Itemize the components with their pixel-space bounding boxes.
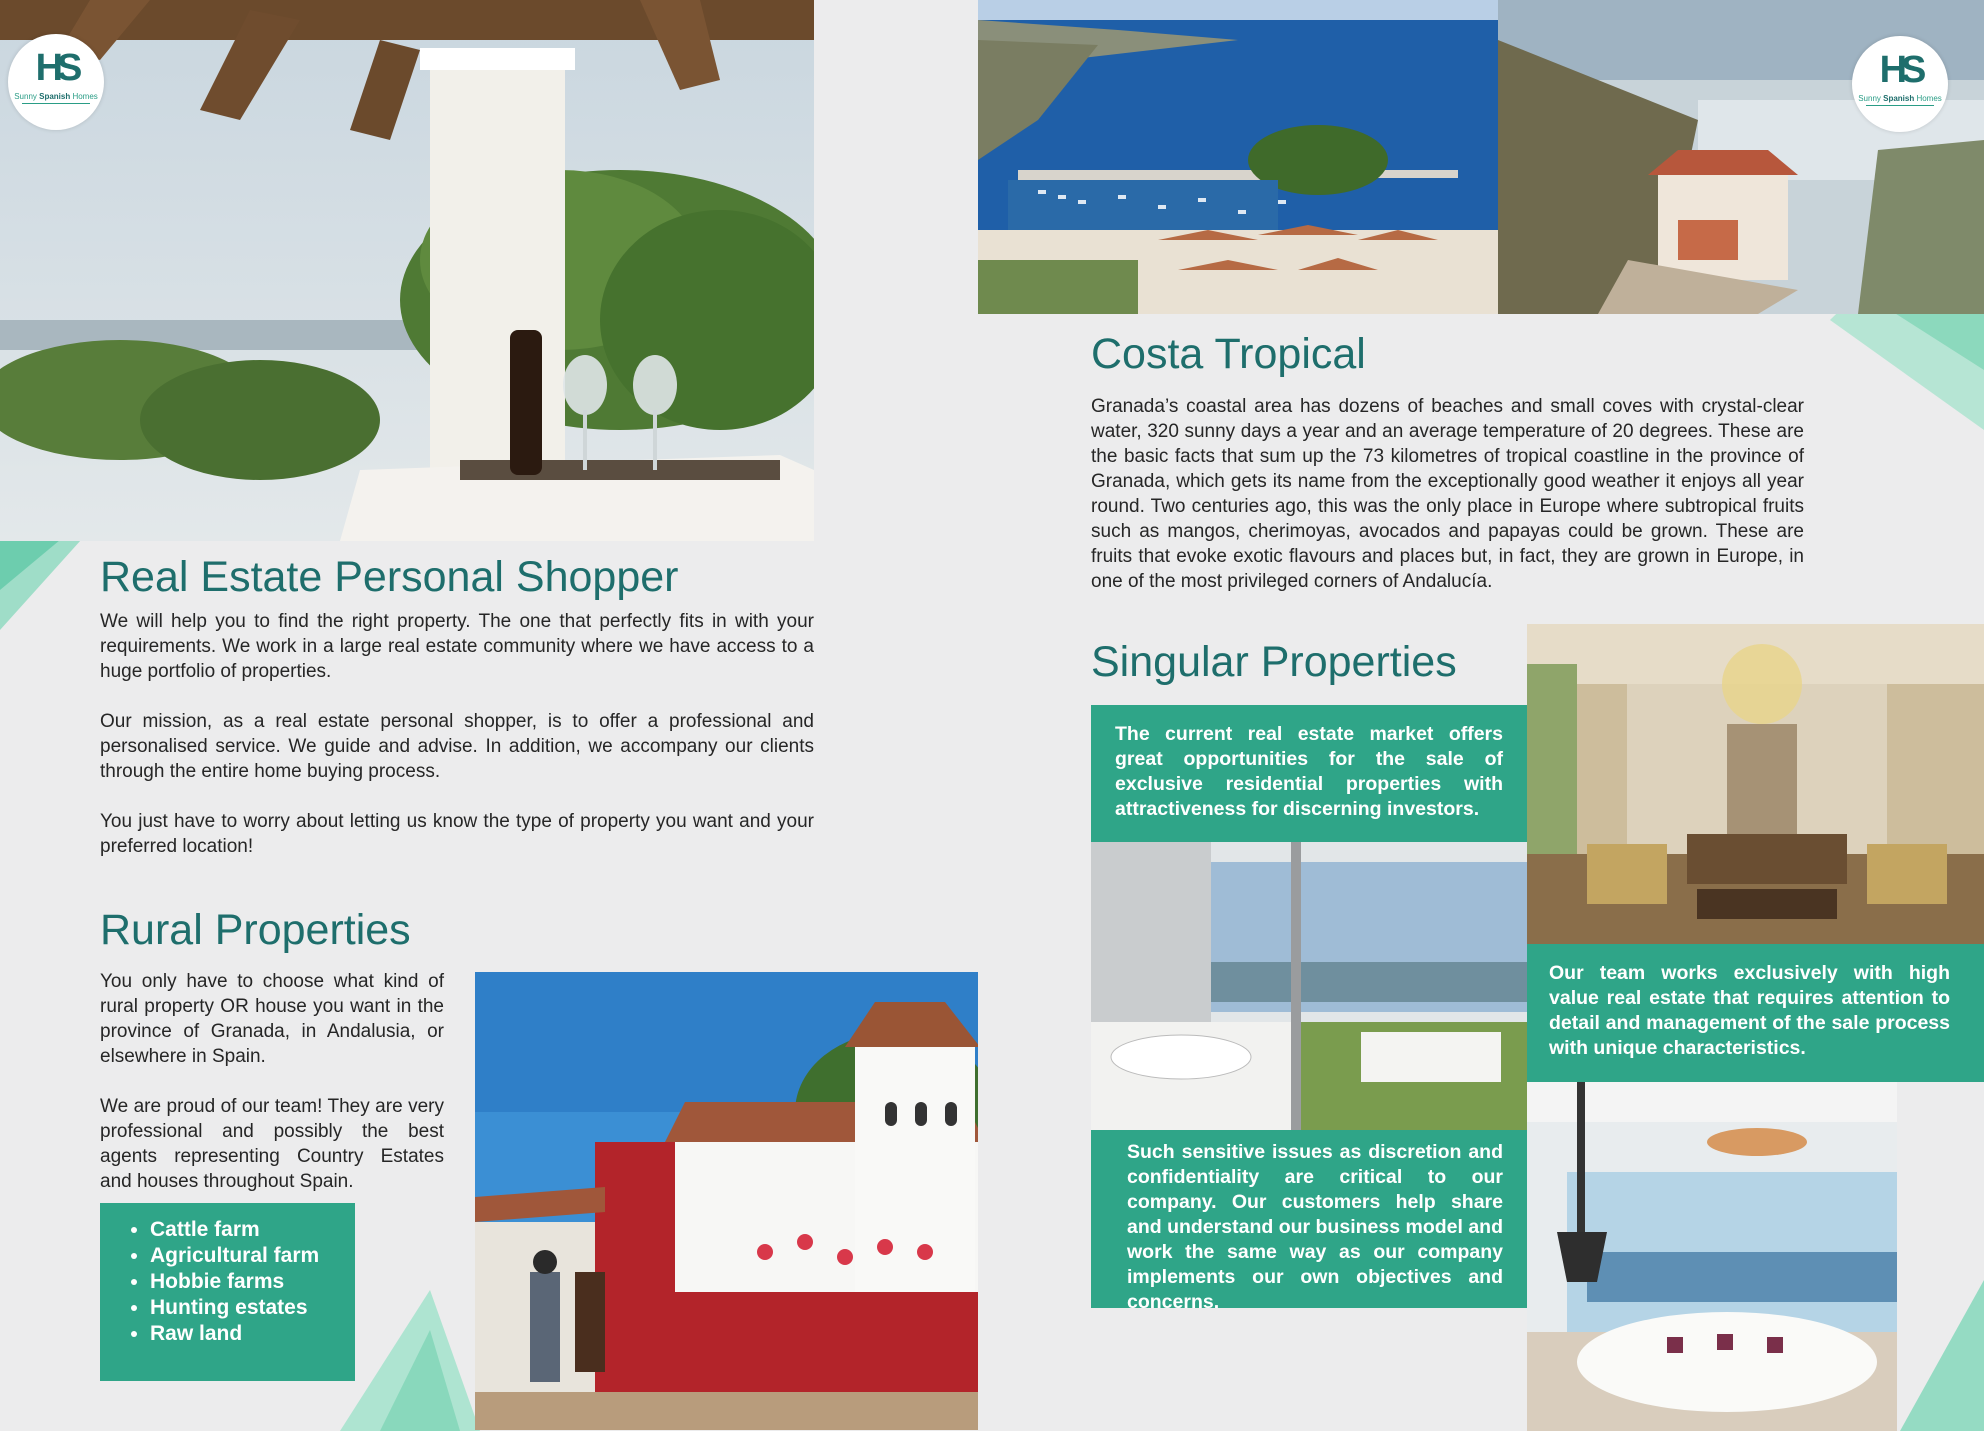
logo-brand: Sunny Spanish Homes <box>14 92 98 101</box>
costa-tropical-title: Costa Tropical <box>1091 330 1366 378</box>
company-logo-right <box>1852 36 1948 132</box>
logo-mark: HS <box>35 47 77 89</box>
right-bottom-polygons <box>1900 1280 1984 1431</box>
logo-underline <box>1866 105 1934 106</box>
list-item: • Cattle farm <box>150 1217 355 1243</box>
singular-box-discretion: Such sensitive issues as discretion and confidentiality are critical to our company. Our customers help share and understand our business model and work the same way as our company implements our own objectives and concerns. <box>1091 1130 1527 1308</box>
list-item: • Raw land <box>150 1321 355 1347</box>
modern-living-room-photo <box>1527 1082 1897 1431</box>
rural-house-photo <box>475 972 978 1430</box>
singular-properties-title: Singular Properties <box>1091 638 1457 686</box>
living-room-classic-photo <box>1527 624 1984 944</box>
rural-corner-polygons <box>340 1290 480 1431</box>
rural-property-types-box <box>100 1203 355 1381</box>
rural-property-types-list <box>120 1217 355 1347</box>
personal-shopper-paragraph-2: Our mission, as a real estate personal shopper, is to offer a professional and personalised service. We guide and advise. In addition, we accompany our clients through the entire home buying process. <box>100 711 814 782</box>
logo-brand: Sunny Spanish Homes <box>1858 94 1942 103</box>
personal-shopper-title: Real Estate Personal Shopper <box>100 553 679 601</box>
list-item: • Agricultural farm <box>150 1243 355 1269</box>
singular-box-market: The current real estate market offers great opportunities for the sale of exclusive residential properties with attractiveness for discerning investors. <box>1091 705 1527 842</box>
logo-mark: HS <box>1879 49 1921 91</box>
logo-underline <box>22 103 90 104</box>
terrace-wine-photo <box>0 0 814 541</box>
singular-box-team: Our team works exclusively with high value real estate that requires attention to detail and management of the sale process with unique characteristics. <box>1527 944 1984 1082</box>
rural-paragraph-1: You only have to choose what kind of rural property OR house you want in the province of Granada, in Andalusia, or elsewhere in Spain. <box>100 971 444 1067</box>
personal-shopper-paragraph-1: We will help you to find the right property. The one that perfectly fits in with your requirements. We work in a large real estate community where we have access to a huge portfolio of properties. <box>100 611 814 682</box>
bathroom-view-photo <box>1091 842 1527 1130</box>
rural-properties-title: Rural Properties <box>100 906 411 954</box>
list-item: • Hunting estates <box>150 1295 355 1321</box>
list-item: • Hobbie farms <box>150 1269 355 1295</box>
rural-paragraph-2: We are proud of our team! They are very professional and possibly the best agents representing Country Estates and houses throughout Spain. <box>100 1096 444 1192</box>
costa-tropical-paragraph: Granada’s coastal area has dozens of beaches and small coves with crystal-clear water, 320 sunny days a year and an average temperature of 20 degrees. These are the basic facts that sum up the 73 kilometres of tropical coastline in the province of Granada, which gets its name from the exceptionally good weather it enjoys all year round. Two centuries ago, this was the only place in Europe where subtropical fruits such as mangos, cherimoyas, avocados and papayas could be grown. These are fruits that evoke exotic flavours and places but, in fact, they are grown in Europe, in one of the most privileged corners of Andalucía. <box>1091 396 1804 592</box>
company-logo-left <box>8 34 104 130</box>
personal-shopper-paragraph-3: You just have to worry about letting us know the type of property you want and your preferred location! <box>100 811 814 857</box>
harbor-coastline-photo <box>978 0 1498 314</box>
